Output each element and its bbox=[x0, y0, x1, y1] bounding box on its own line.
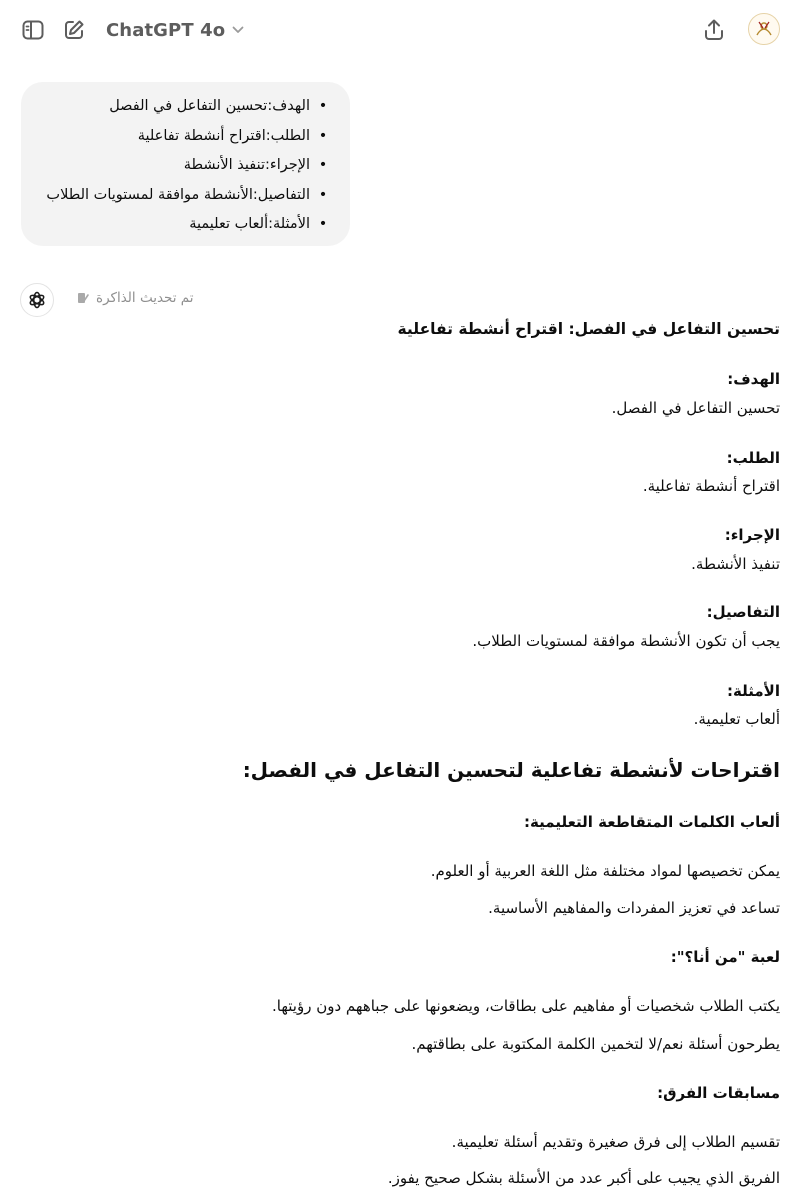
section-heading: التفاصيل: bbox=[706, 603, 780, 621]
user-avatar[interactable] bbox=[748, 13, 780, 45]
activity-title: ألعاب الكلمات المتقاطعة التعليمية: bbox=[524, 813, 780, 831]
list-item: • الهدف:تحسين التفاعل في الفصل bbox=[37, 92, 330, 122]
user-message-bubble bbox=[21, 82, 350, 246]
memory-updated-indicator[interactable] bbox=[76, 288, 194, 308]
new-chat-button[interactable] bbox=[58, 14, 90, 46]
section-text: تحسين التفاعل في الفصل. bbox=[611, 399, 780, 417]
activity-point: يطرحون أسئلة نعم/لا لتخمين الكلمة المكتوبة على بطاقتهم. bbox=[411, 1035, 780, 1053]
activity-point: يمكن تخصيصها لمواد مختلفة مثل اللغة العربية أو العلوم. bbox=[430, 862, 780, 880]
share-button[interactable] bbox=[698, 14, 730, 46]
section-heading: الهدف: bbox=[727, 370, 780, 388]
memory-icon bbox=[76, 291, 90, 305]
list-item: • التفاصيل:الأنشطة موافقة لمستويات الطلاب bbox=[37, 181, 330, 211]
section-heading: الإجراء: bbox=[724, 526, 780, 544]
activity-title: مسابقات الفرق: bbox=[657, 1084, 780, 1102]
section-text: ألعاب تعليمية. bbox=[693, 710, 780, 728]
section-heading: الأمثلة: bbox=[727, 682, 780, 700]
assistant-avatar bbox=[20, 283, 54, 317]
suggestions-heading: اقتراحات لأنشطة تفاعلية لتحسين التفاعل في الفصل: bbox=[242, 758, 780, 782]
list-item: • الطلب:اقتراح أنشطة تفاعلية bbox=[37, 122, 330, 152]
model-selector[interactable] bbox=[106, 16, 244, 44]
list-item: • الأمثلة:ألعاب تعليمية bbox=[37, 210, 330, 240]
activity-point: تقسيم الطلاب إلى فرق صغيرة وتقديم أسئلة تعليمية. bbox=[451, 1133, 780, 1151]
compose-icon bbox=[63, 19, 85, 41]
list-item: • الإجراء:تنفيذ الأنشطة bbox=[37, 151, 330, 181]
activity-point: الفريق الذي يجيب على أكبر عدد من الأسئلة بشكل صحيح يفوز. bbox=[387, 1169, 780, 1187]
activity-title: لعبة "من أنا؟": bbox=[670, 948, 780, 966]
emblem-icon bbox=[753, 18, 775, 40]
activity-point: يكتب الطلاب شخصيات أو مفاهيم على بطاقات، ويضعونها على جباههم دون رؤيتها. bbox=[272, 997, 780, 1015]
model-name: ChatGPT 4o bbox=[106, 19, 226, 41]
section-text: تنفيذ الأنشطة. bbox=[691, 555, 780, 573]
sidebar-icon bbox=[22, 20, 44, 40]
user-message-list bbox=[37, 92, 330, 240]
section-text: يجب أن تكون الأنشطة موافقة لمستويات الطلاب. bbox=[472, 632, 780, 650]
memory-status: تم تحديث الذاكرة bbox=[96, 290, 194, 306]
response-title: تحسين التفاعل في الفصل: اقتراح أنشطة تفاعلية bbox=[397, 320, 780, 338]
openai-logo-icon bbox=[27, 290, 47, 310]
section-text: اقتراح أنشطة تفاعلية. bbox=[642, 477, 780, 495]
share-icon bbox=[704, 19, 724, 41]
section-heading: الطلب: bbox=[726, 449, 780, 467]
activity-point: تساعد في تعزيز المفردات والمفاهيم الأساسية. bbox=[488, 899, 780, 917]
sidebar-toggle-button[interactable] bbox=[17, 14, 49, 46]
chevron-down-icon bbox=[232, 26, 244, 34]
top-bar bbox=[0, 0, 801, 60]
